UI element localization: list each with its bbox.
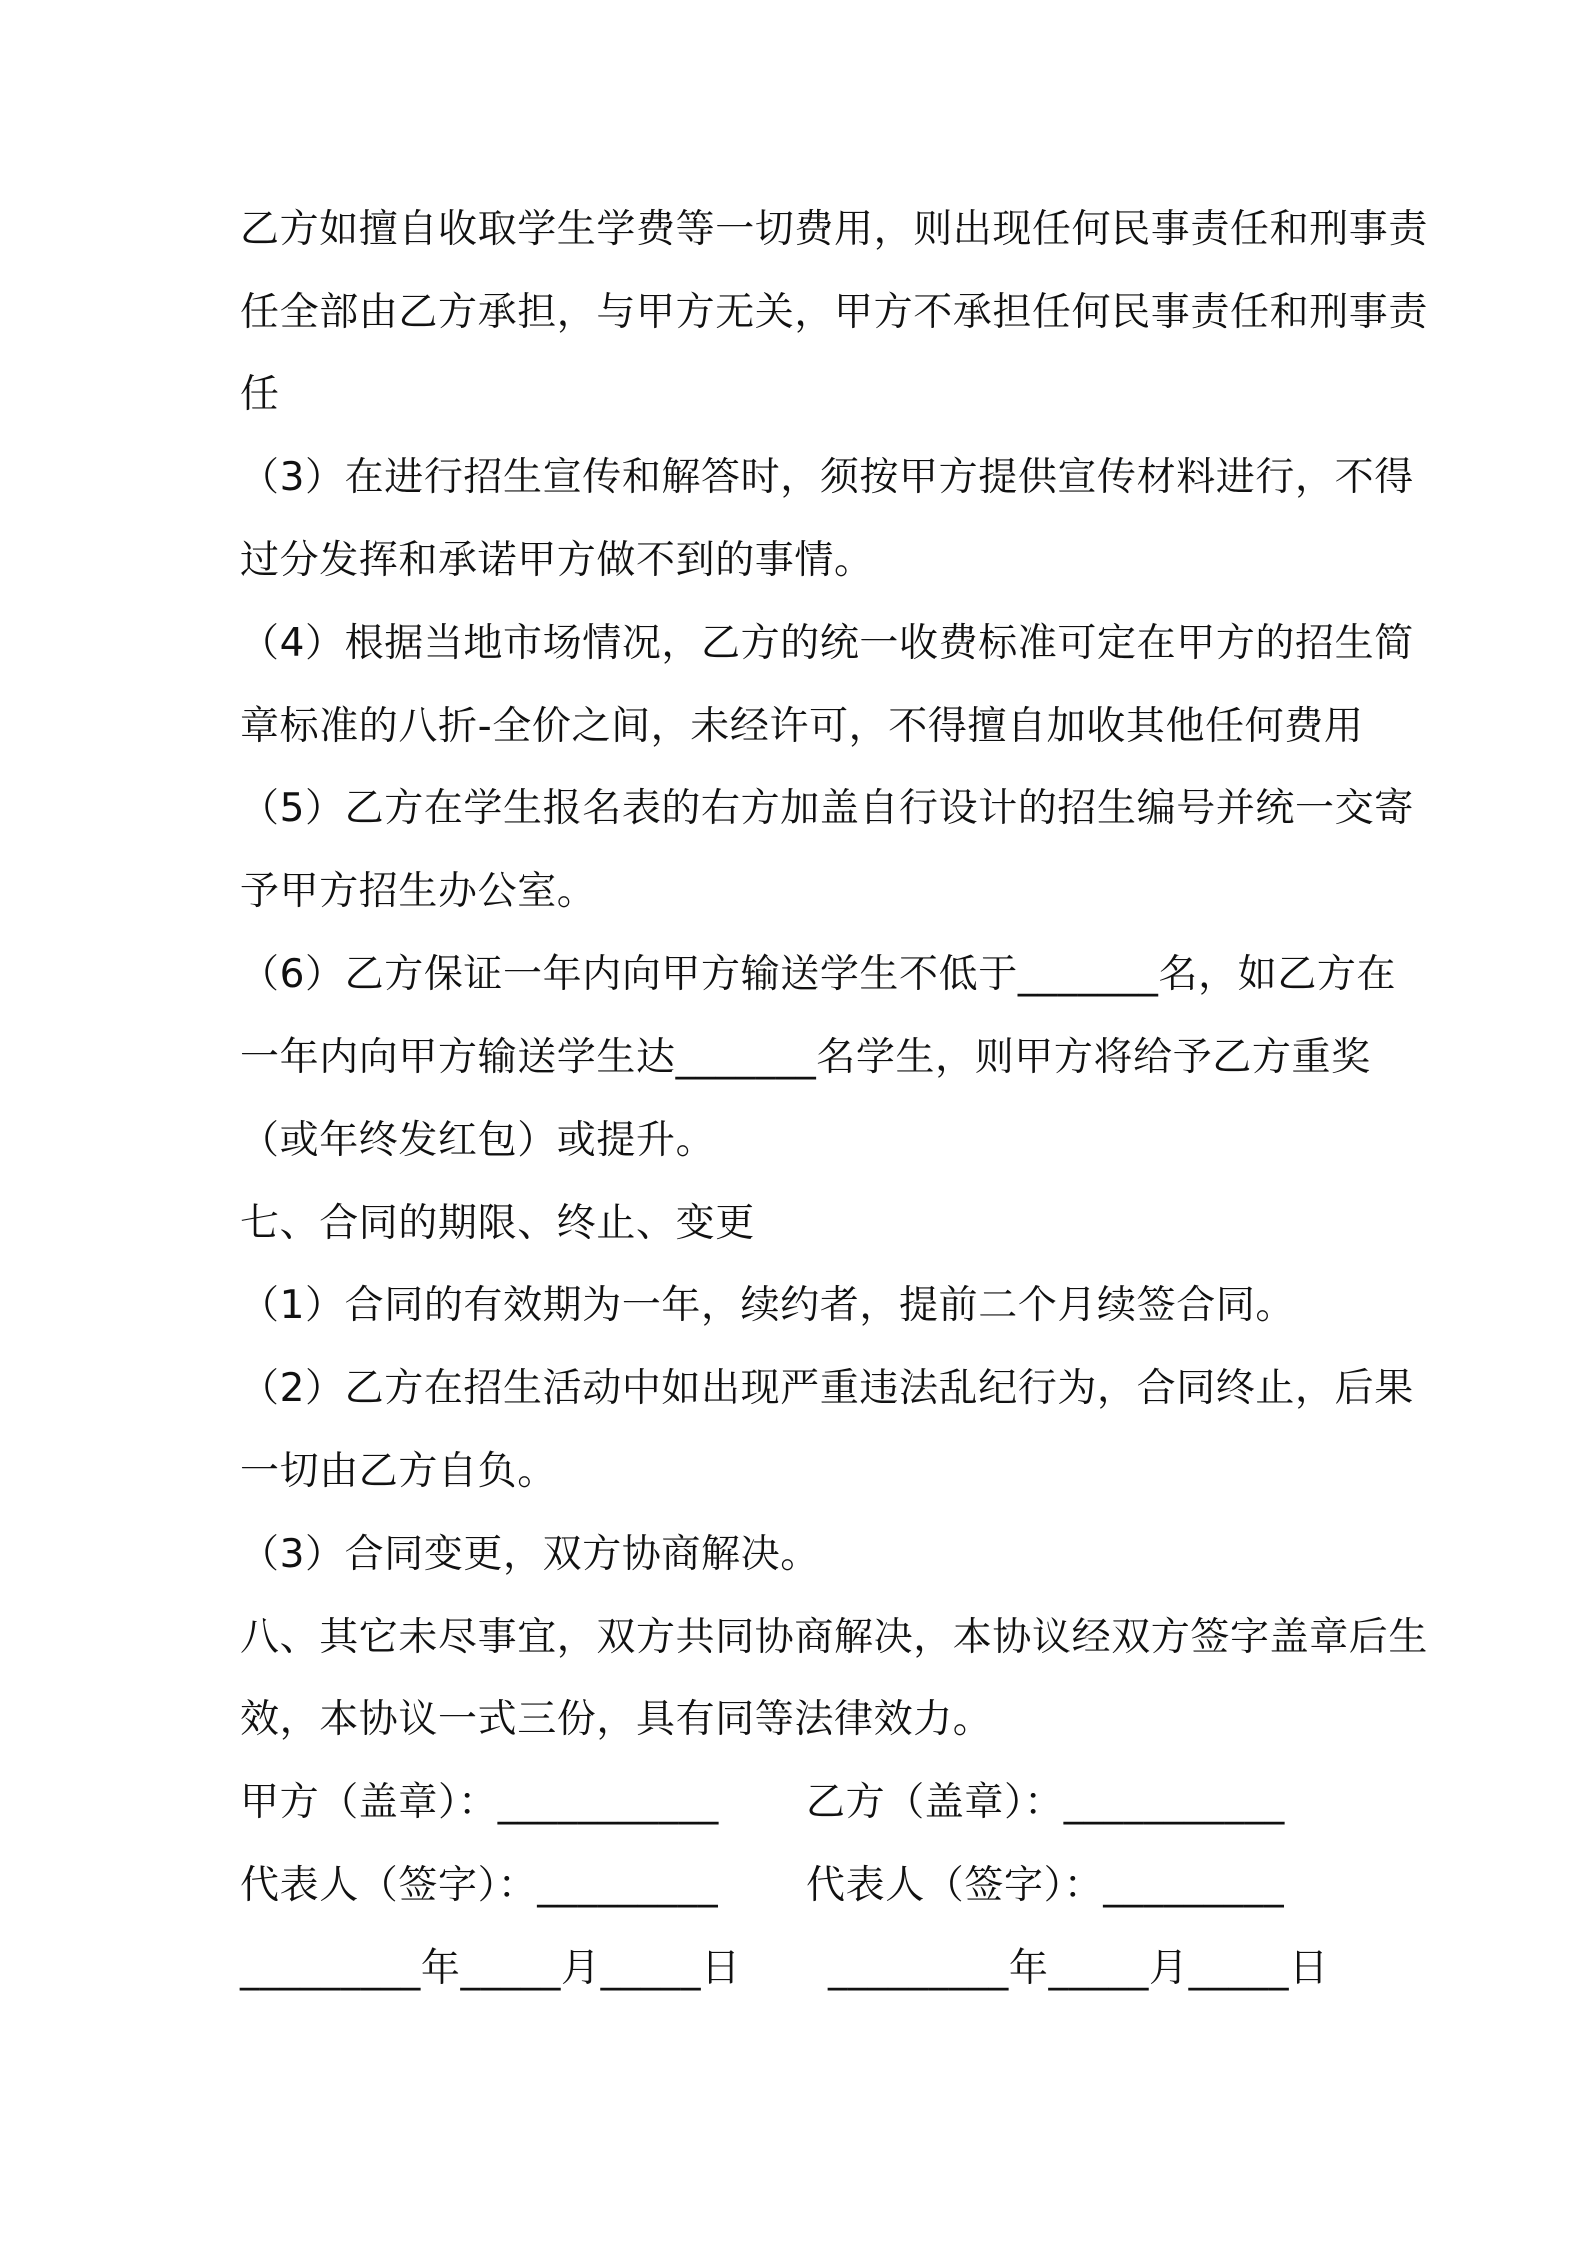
- clause-3-line: （3）合同变更，双方协商解决。: [240, 1532, 820, 1577]
- party-b-date-field: _________年_____月_____日: [828, 1946, 1329, 1991]
- clause-5-line: （5）乙方在学生报名表的右方加盖自行设计的招生编号并统一交寄: [240, 786, 1414, 831]
- paragraph-line: 乙方如擅自收取学生学费等一切费用，则出现任何民事责任和刑事责: [240, 207, 1429, 252]
- party-a-seal-field: 甲方（盖章）：___________: [240, 1780, 719, 1825]
- clause-3-line: （3）在进行招生宣传和解答时，须按甲方提供宣传材料进行，不得: [240, 455, 1414, 500]
- clause-6-line: （6）乙方保证一年内向甲方输送学生不低于_______名，如乙方在: [240, 952, 1397, 997]
- party-a-date-field: _________年_____月_____日: [240, 1946, 741, 1991]
- section-8-line: 效，本协议一式三份，具有同等法律效力。: [240, 1697, 993, 1742]
- clause-2-line: （2）乙方在招生活动中如出现严重违法乱纪行为，合同终止，后果: [240, 1366, 1414, 1411]
- paragraph-line: 任: [240, 372, 280, 417]
- clause-3-line: 过分发挥和承诺甲方做不到的事情。: [240, 538, 874, 583]
- section-7-heading: 七、合同的期限、终止、变更: [240, 1201, 755, 1246]
- paragraph-line: 任全部由乙方承担，与甲方无关，甲方不承担任何民事责任和刑事责: [240, 290, 1429, 335]
- party-b-representative-field: 代表人（签字）：_________: [806, 1863, 1285, 1908]
- clause-4-line: （4）根据当地市场情况，乙方的统一收费标准可定在甲方的招生简: [240, 621, 1414, 666]
- clause-6-line: 一年内向甲方输送学生达_______名学生，则甲方将给予乙方重奖: [240, 1035, 1371, 1080]
- clause-2-line: 一切由乙方自负。: [240, 1449, 557, 1494]
- clause-5-line: 予甲方招生办公室。: [240, 869, 597, 914]
- party-a-representative-field: 代表人（签字）：_________: [240, 1863, 719, 1908]
- party-b-seal-field: 乙方（盖章）：___________: [806, 1780, 1285, 1825]
- clause-4-line: 章标准的八折-全价之间，未经许可，不得擅自加收其他任何费用: [240, 704, 1364, 749]
- clause-6-line: （或年终发红包）或提升。: [240, 1118, 716, 1163]
- clause-1-line: （1）合同的有效期为一年，续约者，提前二个月续签合同。: [240, 1283, 1296, 1328]
- section-8-line: 八、其它未尽事宜，双方共同协商解决，本协议经双方签字盖章后生: [240, 1615, 1429, 1660]
